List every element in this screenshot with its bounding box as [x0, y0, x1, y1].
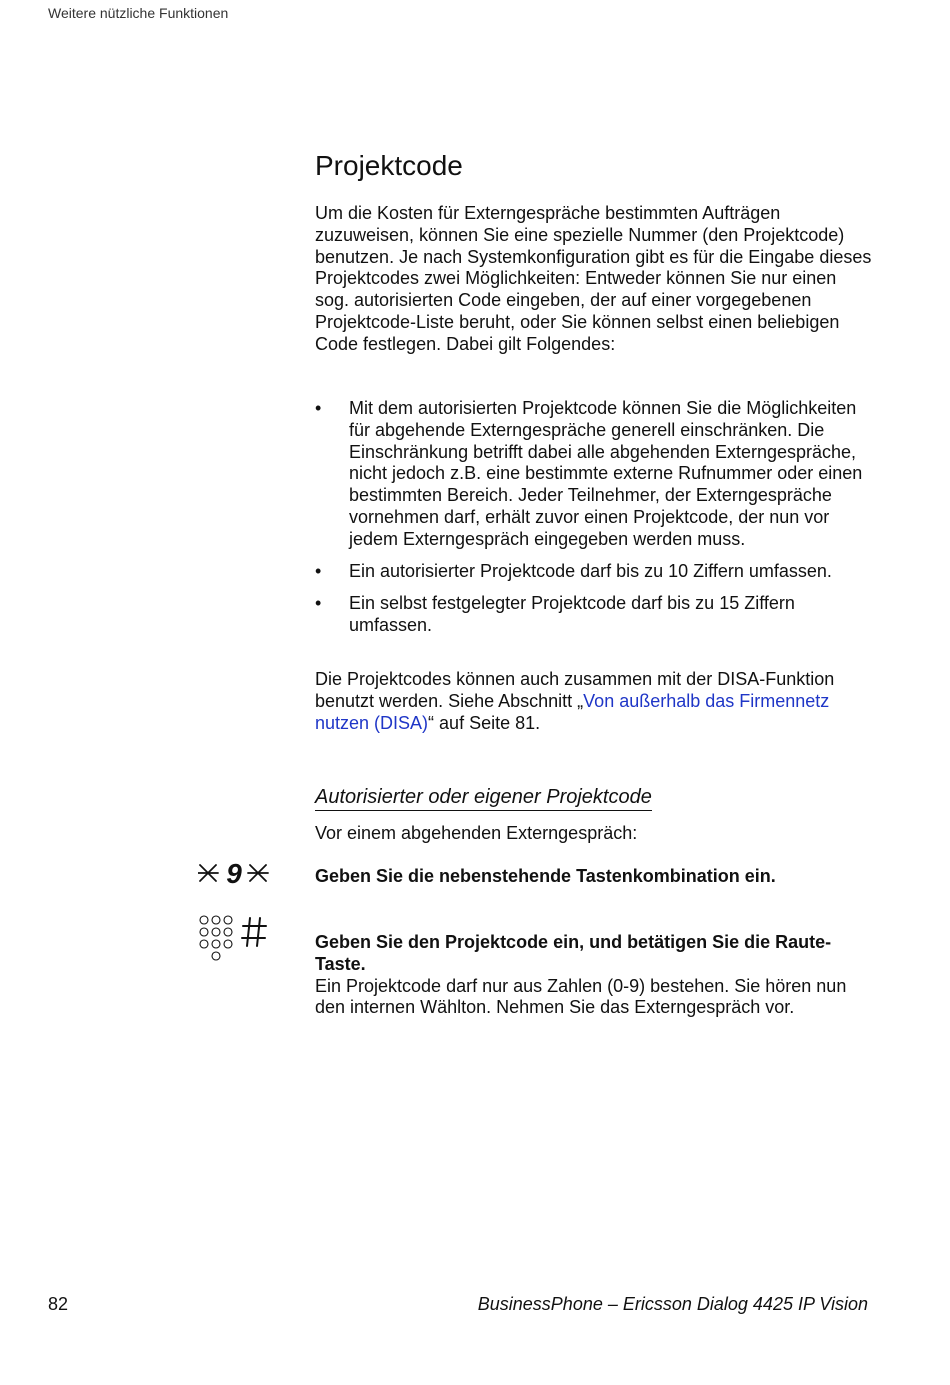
bullet-text: Mit dem autorisierten Projektcode können Sie die Möglichkeiten für abgehende Externgespräche generell einschränken. Die Einschränkung betrifft dabei alle abgehenden Externgespräche, nicht jedoch z.B. eine bestimmte externe Rufnummer oder einen bestimmten Bereich. Jeder Teilnehmer, der Externgespräche vornehmen darf, erhält zuvor einen Projektcode, der nun vor jedem Externgespräch eingegeben werden muss.	[349, 398, 863, 549]
disa-text-before: Die Projektcodes können auch zusammen mit der DISA-Funktion benutzt werden. Siehe Abschnitt „	[315, 669, 835, 711]
list-item	[315, 398, 875, 551]
bullet-text: Ein selbst festgelegter Projektcode darf bis zu 15 Ziffern umfassen.	[349, 593, 795, 636]
bullet-icon: •	[315, 561, 322, 582]
disa-text-after: “ auf Seite 81.	[428, 712, 541, 733]
step2-note: Ein Projektcode darf nur aus Zahlen (0-9) bestehen. Sie hören nun den internen Wählton. Nehmen Sie das Externgespräch vor.	[315, 975, 847, 1018]
star-key-icon	[248, 865, 268, 881]
bullet-list	[315, 398, 875, 647]
disa-paragraph	[315, 669, 875, 734]
intro-paragraph: Um die Kosten für Externgespräche bestimmten Aufträgen zuzuweisen, können Sie eine spezielle Nummer (den Projektcode) benutzen. Je nach Systemkonfiguration gibt es für die Eingabe dieses Projektcodes zwei Möglichkeiten: Entweder können Sie nur einen sog. autorisierten Code eingeben, der auf einer vorgegebenen Projektcode-Liste beruht, oder Sie können selbst einen beliebigen Code festlegen. Dabei gilt Folgendes:	[315, 203, 872, 354]
running-header: Weitere nützliche Funktionen	[48, 5, 229, 21]
bullet-text: Ein autorisierter Projektcode darf bis zu 10 Ziffern umfassen.	[349, 561, 832, 582]
step2-instruction: Geben Sie den Projektcode ein, und betätigen Sie die Raute-Taste.	[315, 932, 832, 974]
list-item	[315, 561, 875, 583]
disa-link[interactable]: Von außerhalb das Firmennetz nutzen (DISA)	[315, 690, 830, 733]
step1-instruction: Geben Sie die nebenstehende Tastenkombination ein.	[315, 866, 776, 886]
page-number: 82	[48, 1294, 69, 1314]
bullet-icon: •	[315, 593, 322, 614]
star-nine-star-keys-icon	[198, 857, 270, 889]
star-key-icon	[198, 865, 218, 881]
section-subheading: Autorisierter oder eigener Projektcode	[315, 786, 652, 811]
list-item	[315, 593, 875, 637]
before-call-text: Vor einem abgehenden Externgespräch:	[315, 823, 638, 843]
digit-nine-key: 9	[226, 858, 242, 889]
keypad-icon	[200, 916, 232, 960]
hash-key-icon	[242, 918, 266, 946]
bullet-icon: •	[315, 398, 322, 418]
step2-block	[315, 932, 875, 1019]
footer-doc-title: BusinessPhone – Ericsson Dialog 4425 IP Vision	[477, 1294, 868, 1314]
page-title: Projektcode	[315, 150, 463, 181]
keypad-hash-keys-icon	[198, 912, 270, 972]
